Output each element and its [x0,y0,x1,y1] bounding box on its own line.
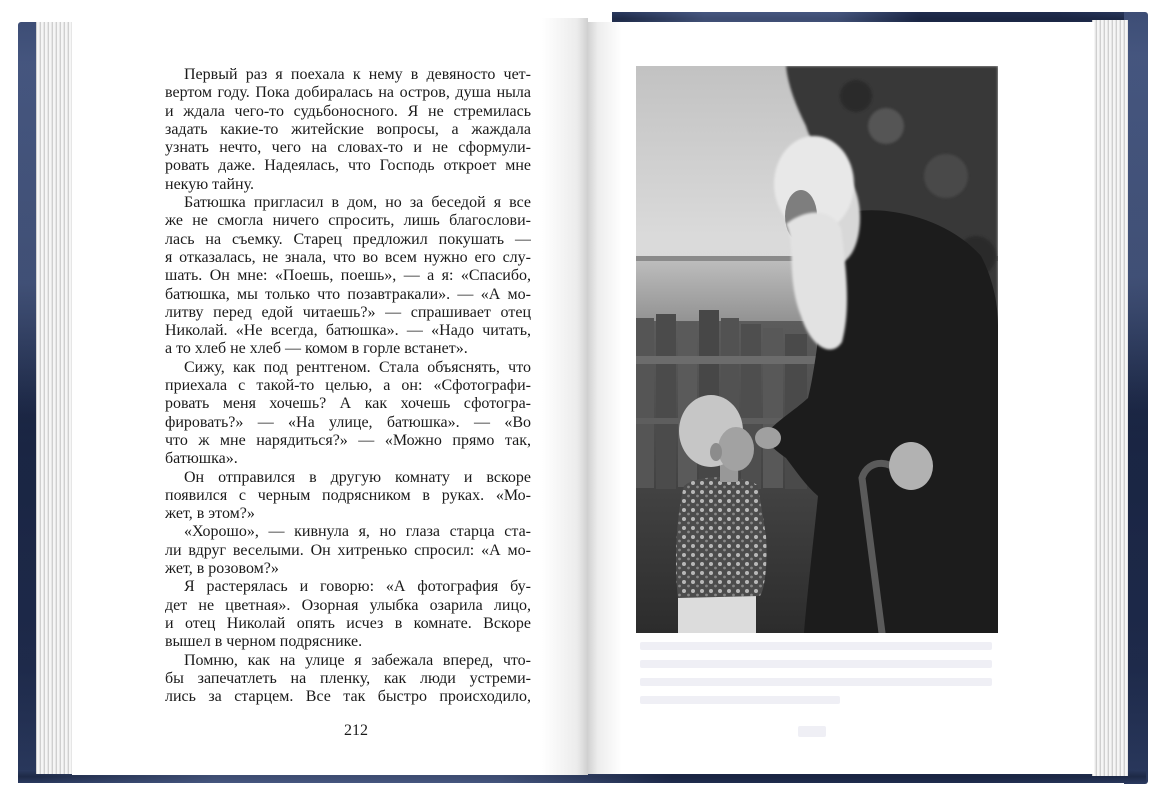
child-ear [710,443,722,461]
fence-plank [763,328,783,488]
text-line: Сижу, как под рентгеном. Стала объяснять, что [184,358,531,376]
text-line: и отец Николай опять исчез в комнате. Вскоре [165,614,531,632]
elder-hand-on-cane [889,442,933,490]
fence-plank [636,318,654,488]
bleed-through-page-number [798,726,826,737]
text-line: задать какие-то житейские вопросы, а жаждала [165,120,531,138]
bleed-through-line [640,642,992,650]
text-line: ли вдруг веселыми. Он хитренько спросил: «А мо- [165,541,531,559]
foliage-highlight [924,154,968,198]
text-line: Батюшка пригласил в дом, но за беседой я все [184,194,531,212]
left-page-text [165,66,531,706]
text-line: лись за старцем. Все так быстро происходило, [165,688,531,706]
bleed-through-line [640,660,992,668]
text-line: приехала с такой-то целью, а он: «Сфотографи- [165,377,531,395]
text-line: вертом году. Пока добиралась на остров, душа ныла [165,84,531,102]
text-line: жет, в розовом?» [165,560,279,578]
page-stack-right [1092,20,1128,776]
text-line: батюшка». [165,450,238,468]
text-line: а то хлеб не хлеб — комом в горле встанет». [165,340,468,358]
bleed-through-line [640,678,992,686]
text-line: узнать нечто, чего на словах-то и не сформули- [165,139,531,157]
text-line: Я растерялась и говорю: «А фотография бу- [184,578,531,596]
text-line: литву перед едой читаешь?» — спрашивает отец [165,303,531,321]
child-shirt [676,477,767,598]
photograph [636,66,998,633]
text-line: шать. Он мне: «Поешь, поешь», — а я: «Спасибо, [165,267,531,285]
text-line: и ждала чего-то судьбоносного. Я не стремилась [165,102,531,120]
fence-plank [656,314,676,489]
text-line: вышел в черном подряснике. [165,633,363,651]
text-line: Николай. «Не всегда, батюшка». — «Надо читать, [165,322,531,340]
paragraph [165,652,531,707]
text-line: бы запечатлеть на пленку, как люди устреми- [165,669,531,687]
right-page [588,22,1094,774]
page-stack-left [36,22,76,774]
bleed-through-line [640,696,840,704]
text-line: же не смогла ничего спросить, лишь благослови- [165,212,531,230]
paragraph [165,523,531,578]
text-line: Помню, как на улице я забежала вперед, что- [184,651,531,669]
text-line: появился с черным подрясником в руках. «Мо- [165,486,531,504]
paragraph [165,66,531,194]
paragraph [165,359,531,469]
page-number-left: 212 [344,722,368,739]
text-line: дет не цветная». Озорная улыбка озарила лицо, [165,596,531,614]
text-line: ровать даже. Надеялась, что Господь откроет мне [165,157,531,175]
text-line: я отказалась, не знала, что во всем нужно его слу- [165,248,531,266]
text-line: ровать меня хочешь? А как хочешь сфотогра- [165,395,531,413]
text-line: батюшка, мы только что позавтракали». — «А мо- [165,285,531,303]
text-line: фировать?» — «На улице, батюшка». — «Во [165,413,531,431]
left-page [72,18,588,775]
text-line: некую тайну. [165,175,254,193]
child-face [718,427,754,471]
foliage-highlight [868,108,904,144]
paragraph [165,469,531,524]
text-line: Он отправился в другую комнату и вскоре [184,468,531,486]
foliage-shadow [840,80,872,112]
text-line: лась на съемку. Старец предложил покушать — [165,230,531,248]
text-line: что ж мне нарядиться?» — «Можно прямо так, [165,431,531,449]
text-line: Первый раз я поехала к нему в девяносто чет- [184,66,531,83]
text-line: жет, в этом?» [165,505,255,523]
paragraph [165,194,531,359]
elder-hand-reaching [755,427,781,449]
text-line: «Хорошо», — кивнула я, но глаза старца ста- [184,523,531,541]
paragraph [165,578,531,651]
